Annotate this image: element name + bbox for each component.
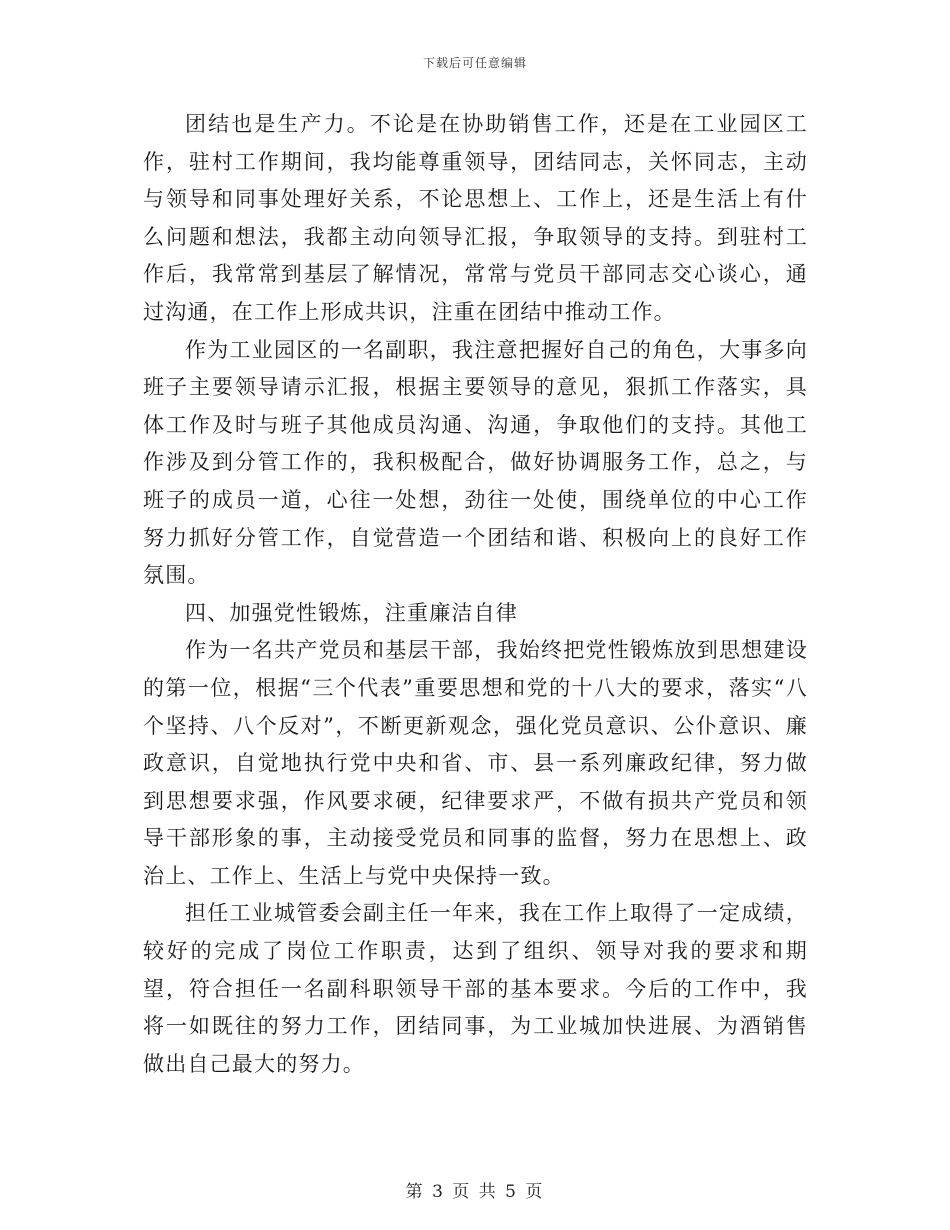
- paragraph-unity: 团结也是生产力。不论是在协助销售工作，还是在工业园区工作，驻村工作期间，我均能尊重领导，团结同志，关怀同志，主动与领导和同事处理好关系，不论思想上、工作上，还是生活上有什么问题和想法，我都主动向领导汇报，争取领导的支持。到驻村工作后，我常常到基层了解情况，常常与党员干部同志交心谈心，通过沟通，在工作上形成共识，注重在团结中推动工作。: [143, 112, 808, 324]
- document-body: [143, 106, 808, 1083]
- section-heading-four: 四、加强党性锻炼，注重廉洁自律: [185, 600, 518, 625]
- page-number-footer: 第 3 页 共 5 页: [405, 1182, 545, 1202]
- paragraph-summary: 担任工业城管委会副主任一年来，我在工作上取得了一定成绩，较好的完成了岗位工作职责，达到了组织、领导对我的要求和期望，符合担任一名副科职领导干部的基本要求。今后的工作中，我将一如既往的努力工作，团结同事，为工业城加快进展、为酒销售做出自己最大的努力。: [143, 901, 808, 1076]
- paragraph-deputy-role: 作为工业园区的一名副职，我注意把握好自己的角色，大事多向班子主要领导请示汇报，根据主要领导的意见，狠抓工作落实，具体工作及时与班子其他成员沟通、沟通，争取他们的支持。其他工作涉及到分管工作的，我积极配合，做好协调服务工作，总之，与班子的成员一道，心往一处想，劲往一处使，围绕单位的中心工作努力抓好分管工作，自觉营造一个团结和谐、积极向上的良好工作氛围。: [143, 337, 808, 588]
- paragraph-party-discipline: 作为一名共产党员和基层干部，我始终把党性锻炼放到思想建设的第一位，根据“三个代表”重要思想和党的十八大的要求，落实“八个坚持、八个反对”，不断更新观念，强化党员意识、公仆意识、廉政意识，自觉地执行党中央和省、市、县一系列廉政纪律，努力做到思想要求强，作风要求硬，纪律要求严，不做有损共产党员和领导干部形象的事，主动接受党员和同事的监督，努力在思想上、政治上、工作上、生活上与党中央保持一致。: [143, 638, 808, 888]
- page-header: 下载后可任意编辑: [422, 56, 527, 70]
